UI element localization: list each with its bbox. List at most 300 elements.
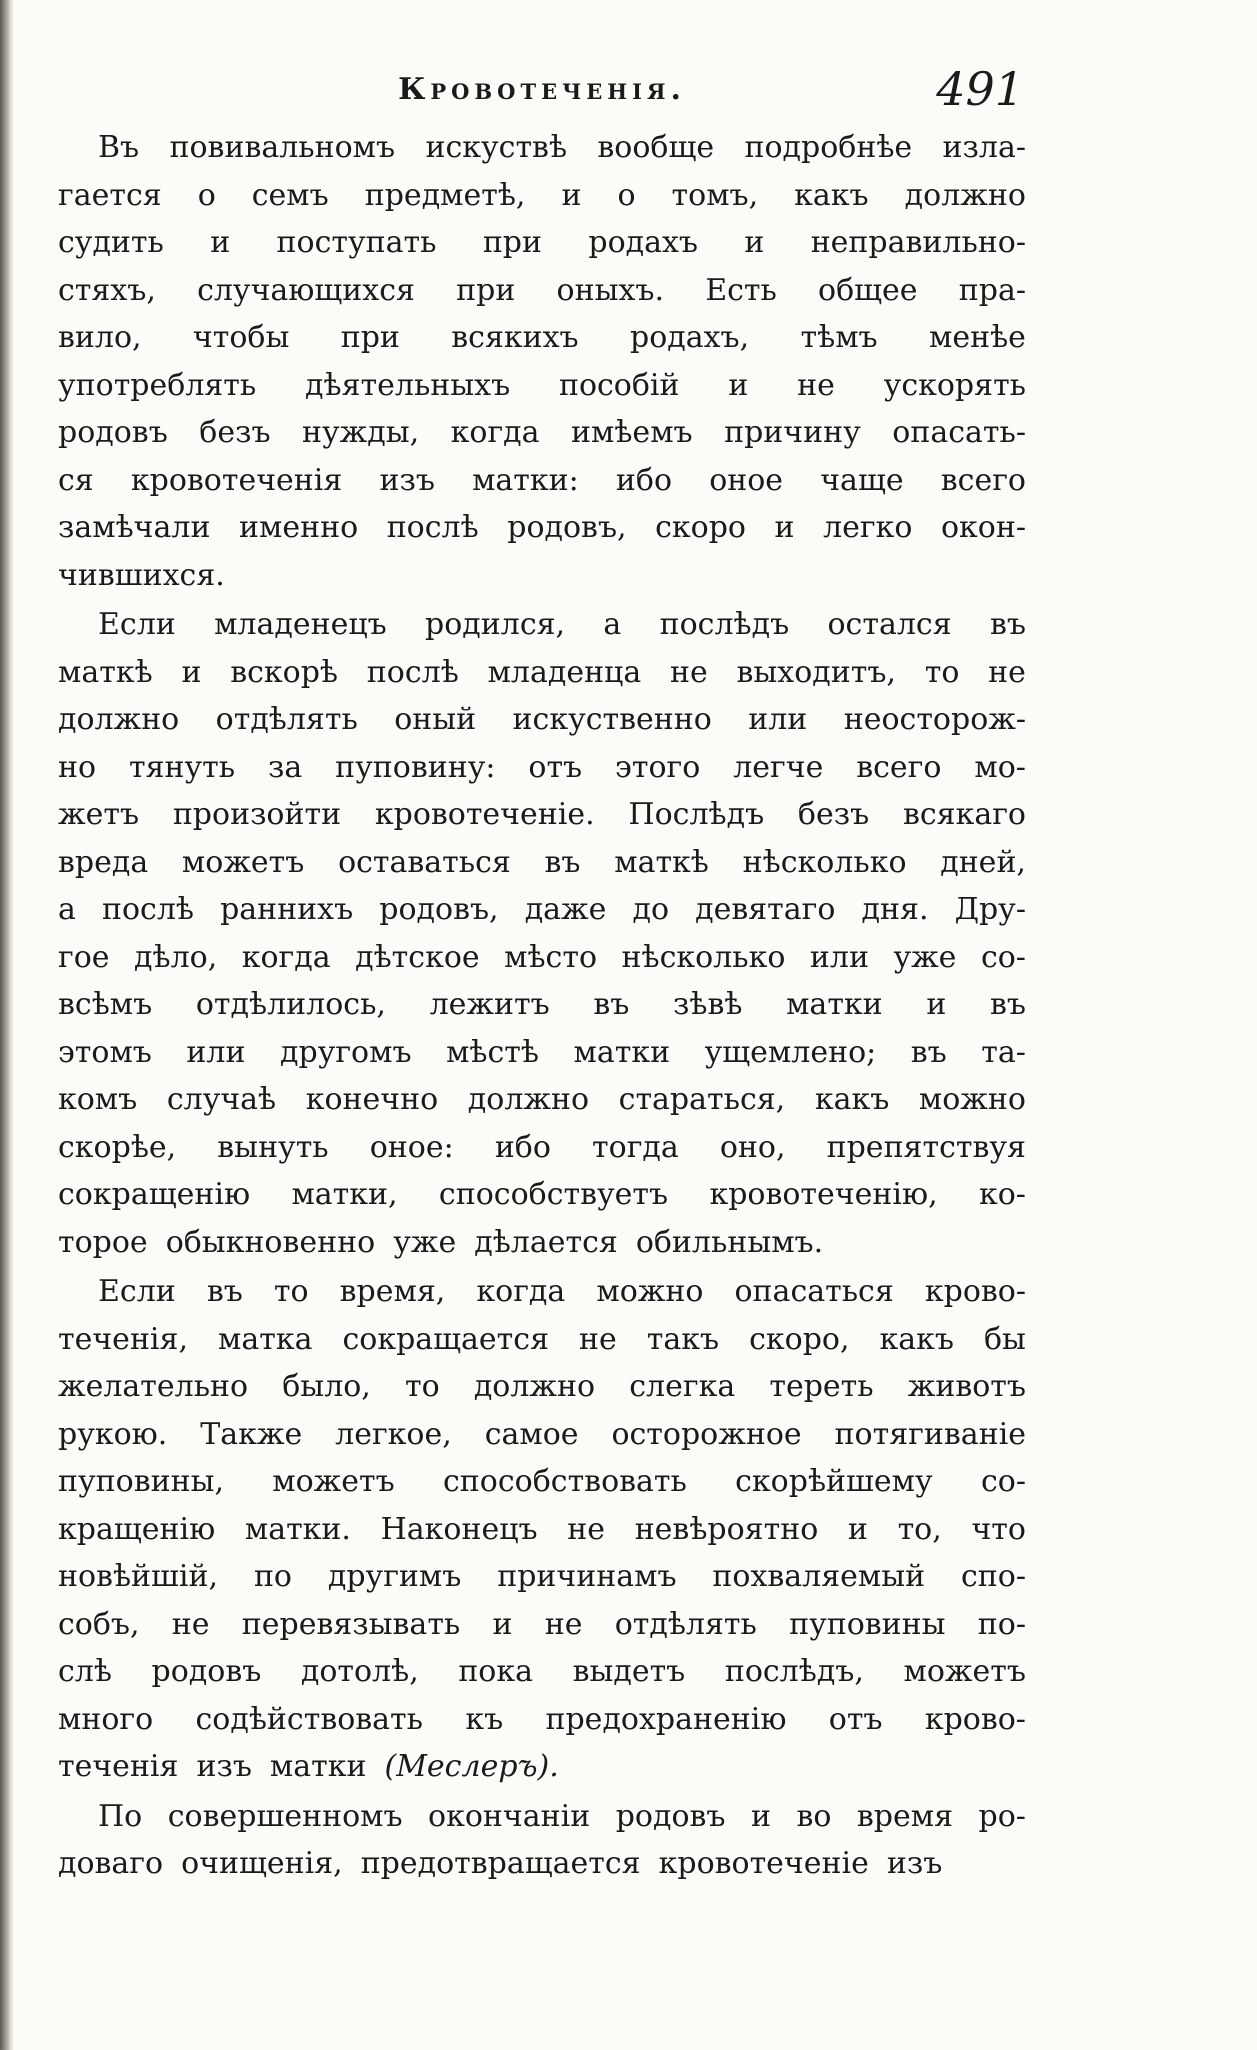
word: скорѣе, — [58, 1129, 177, 1165]
word: Если — [98, 607, 176, 642]
word: отъ — [528, 749, 583, 785]
word: девятаго — [695, 892, 836, 927]
word: всѣмъ — [58, 987, 153, 1022]
word: общее — [818, 272, 918, 308]
word: и — [847, 1511, 868, 1547]
word: къ — [465, 1701, 504, 1737]
word: сокращенію — [58, 1177, 251, 1212]
word: неправильно- — [810, 225, 1026, 260]
word: за — [267, 749, 303, 785]
text-line — [58, 601, 1026, 649]
word: младенецъ — [214, 607, 387, 642]
word: маткѣ — [614, 844, 709, 880]
word: вреда — [58, 844, 149, 880]
word: дней, — [940, 844, 1026, 880]
word: можно — [596, 1274, 704, 1309]
word: комъ — [58, 1082, 138, 1117]
word: не — [544, 1606, 583, 1642]
word: перевязывать — [241, 1606, 461, 1642]
word: пуповины, — [58, 1464, 224, 1499]
word: повивальномъ — [169, 130, 396, 165]
word: другомъ — [280, 1034, 412, 1070]
word: легкое, — [335, 1416, 452, 1452]
word: и — [728, 367, 749, 403]
word: выходитъ, — [736, 654, 896, 690]
word: или — [809, 939, 869, 975]
word: и — [774, 510, 795, 545]
word: всякихъ — [451, 320, 579, 355]
text-line — [58, 1506, 1026, 1554]
word: изла- — [942, 130, 1026, 165]
word: похваляемый — [712, 1559, 926, 1594]
word: животъ — [907, 1369, 1026, 1404]
word: со- — [980, 939, 1026, 975]
word: послѣ — [101, 892, 194, 927]
word: кровотеченіе — [658, 1846, 869, 1881]
word: ся — [58, 462, 94, 498]
word: легко — [823, 510, 913, 545]
word: въ — [593, 987, 630, 1022]
word: и — [181, 654, 202, 690]
word: уже — [393, 1224, 457, 1260]
text-line — [58, 1316, 1026, 1364]
word: опасаться — [734, 1274, 894, 1309]
word: стараться, — [618, 1082, 786, 1117]
word: время, — [339, 1274, 446, 1309]
word: то, — [897, 1511, 942, 1547]
word: когда — [476, 1274, 566, 1309]
word: матки. — [244, 1511, 351, 1547]
word: но — [58, 749, 97, 785]
word: во — [796, 1798, 832, 1834]
word: родовъ — [615, 1798, 726, 1834]
word: было, — [282, 1369, 371, 1404]
text-line — [58, 934, 1026, 982]
word: нѣсколько — [621, 939, 786, 975]
text-line — [58, 172, 1026, 220]
word: до — [632, 892, 670, 927]
word: не — [670, 654, 708, 690]
word: родовъ, — [379, 892, 499, 927]
word: бы — [984, 1321, 1026, 1357]
word: и — [210, 225, 231, 260]
running-title: Кровотеченія. — [398, 72, 686, 107]
word: изъ — [379, 462, 435, 498]
word: вынуть — [217, 1129, 329, 1165]
word: кращенію — [58, 1511, 216, 1547]
word: младенца — [487, 654, 642, 690]
word: вскорѣ — [230, 654, 339, 690]
word: отъ — [828, 1701, 883, 1737]
word: родовъ, — [507, 510, 627, 545]
text-body — [58, 124, 1026, 1888]
word: въ — [989, 607, 1026, 642]
word: окон- — [940, 510, 1026, 545]
text-line — [58, 981, 1026, 1029]
word: тянуть — [128, 749, 236, 785]
word: нѣсколько — [742, 844, 907, 880]
word: мѣстѣ — [446, 1034, 539, 1070]
text-line — [58, 791, 1026, 839]
word: невѣроятно — [634, 1511, 819, 1547]
word: совершенномъ — [167, 1798, 403, 1834]
word: при — [482, 225, 543, 260]
word: дѣятельныхъ — [305, 367, 511, 403]
text-line — [58, 839, 1026, 887]
page-number: 491 — [936, 62, 1024, 116]
word: то — [924, 654, 960, 690]
text-line — [58, 1029, 1026, 1077]
word: Есть — [705, 272, 777, 308]
word: гается — [58, 177, 162, 213]
word: окончаніи — [428, 1798, 591, 1834]
word: дѣлается — [474, 1224, 618, 1260]
word: рукою. — [58, 1416, 168, 1452]
word: уже — [893, 939, 957, 975]
word: другимъ — [327, 1559, 462, 1594]
running-head — [58, 60, 1026, 124]
book-binding-edge — [0, 0, 14, 2050]
text-line — [58, 267, 1026, 315]
word: искуственно — [512, 702, 712, 737]
word: легче — [733, 749, 824, 785]
word: то — [405, 1369, 440, 1404]
word: въ — [206, 1274, 243, 1309]
word: ро- — [978, 1798, 1026, 1834]
word: чившихся. — [58, 557, 225, 593]
word: Также — [200, 1416, 303, 1452]
word: не — [567, 1511, 606, 1547]
word: такъ — [646, 1321, 720, 1357]
text-line — [58, 1743, 1026, 1791]
word: и — [561, 177, 582, 213]
word: зѣвѣ — [673, 987, 743, 1022]
word: по — [253, 1559, 292, 1594]
word: По — [98, 1798, 143, 1834]
word: очищенія, — [181, 1846, 343, 1881]
text-line — [58, 362, 1026, 410]
word: матки: — [472, 462, 579, 498]
word: въ — [989, 987, 1026, 1022]
word: пуповину: — [335, 749, 496, 785]
word: дѣло, — [134, 939, 218, 975]
word: какъ — [814, 1082, 890, 1117]
text-line — [58, 552, 1026, 600]
word: менѣе — [929, 320, 1026, 355]
word: вило, — [58, 320, 142, 355]
word: скоро — [655, 510, 746, 545]
word: обильнымъ. — [635, 1224, 824, 1260]
word: много — [58, 1701, 154, 1737]
word: матки — [573, 1034, 671, 1070]
word: тереть — [769, 1369, 874, 1404]
text-line — [58, 1696, 1026, 1744]
text-line — [58, 457, 1026, 505]
word: желательно — [58, 1369, 249, 1404]
word: послѣ — [366, 654, 459, 690]
word: и — [744, 225, 765, 260]
word: дѣтское — [355, 939, 480, 975]
word: замѣчали — [58, 510, 211, 545]
word: нужды, — [302, 415, 420, 450]
word: теченія — [58, 1749, 179, 1784]
word: тѣмъ — [800, 320, 878, 355]
word: можетъ — [272, 1464, 395, 1499]
word: спо- — [961, 1559, 1026, 1594]
word: всего — [940, 462, 1026, 498]
word: ко- — [979, 1177, 1026, 1212]
text-line — [58, 314, 1026, 362]
word: изъ — [196, 1749, 252, 1784]
word: кровотеченія — [130, 462, 343, 498]
word: поступать — [276, 225, 437, 260]
word: теченія, — [58, 1321, 188, 1357]
word: оный — [394, 702, 477, 737]
text-line — [58, 1601, 1026, 1649]
word: этомъ — [58, 1034, 152, 1070]
word: въ — [544, 844, 581, 880]
word: стяхъ, — [58, 272, 156, 308]
word: ускорять — [883, 367, 1026, 403]
word: всего — [856, 749, 942, 785]
text-line — [58, 504, 1026, 552]
word: самое — [484, 1416, 579, 1452]
word: конечно — [305, 1082, 439, 1117]
word: томъ, — [671, 177, 759, 213]
word: оное — [709, 462, 784, 498]
text-line — [58, 1171, 1026, 1219]
word: та- — [981, 1034, 1026, 1070]
word: можетъ — [903, 1654, 1026, 1689]
text-line — [58, 1076, 1026, 1124]
text-line — [58, 1363, 1026, 1411]
word: причину — [724, 415, 861, 450]
word: дня. — [861, 892, 929, 927]
word: препятствуя — [826, 1129, 1026, 1165]
word: безъ — [797, 797, 870, 832]
word: раннихъ — [220, 892, 354, 927]
word: осторожное — [611, 1416, 802, 1452]
word: скоро, — [749, 1321, 850, 1357]
text-line — [58, 1840, 1026, 1888]
text-line — [58, 1793, 1026, 1841]
word: неосторож- — [843, 702, 1026, 737]
word: отдѣлилось, — [195, 987, 386, 1022]
word: и — [750, 1798, 771, 1834]
word: судить — [58, 225, 164, 260]
paragraph — [58, 601, 1026, 1266]
text-line — [58, 1648, 1026, 1696]
word: кровотеченіе. — [374, 797, 595, 832]
word: отдѣлять — [215, 702, 358, 737]
word: что — [971, 1511, 1026, 1547]
word: искуствѣ — [425, 130, 568, 165]
word: изъ — [886, 1846, 943, 1881]
word: Въ — [98, 130, 140, 165]
word: матки — [269, 1749, 367, 1784]
word: и — [926, 987, 947, 1022]
word: случающихся — [197, 272, 415, 308]
word: обыкновенно — [165, 1224, 376, 1260]
word: родился, — [425, 607, 566, 642]
text-line — [58, 1458, 1026, 1506]
word: тогда — [592, 1129, 679, 1165]
word: (Меслеръ). — [384, 1749, 559, 1784]
word: произойти — [172, 797, 342, 832]
text-line — [58, 1268, 1026, 1316]
word: маткѣ — [58, 654, 153, 690]
text-line — [58, 1124, 1026, 1172]
word: пока — [458, 1654, 534, 1689]
word: родахъ — [588, 225, 698, 260]
word: а — [58, 892, 76, 927]
text-line — [58, 886, 1026, 934]
word: крово- — [924, 1701, 1026, 1737]
book-page — [58, 60, 1026, 2020]
word: подробнѣе — [744, 130, 913, 165]
word: пуповины — [789, 1606, 946, 1642]
word: чаще — [820, 462, 904, 498]
word: способствуетъ — [438, 1177, 669, 1212]
word: или — [748, 702, 808, 737]
word: всякаго — [902, 797, 1026, 832]
word: пособій — [558, 367, 680, 403]
word: не — [579, 1321, 617, 1357]
word: когда — [241, 939, 331, 975]
text-line — [58, 409, 1026, 457]
word: матка — [218, 1321, 313, 1357]
word: какъ — [879, 1321, 954, 1357]
word: предохраненію — [545, 1701, 787, 1737]
word: Если — [98, 1274, 176, 1309]
word: дотолѣ, — [300, 1654, 419, 1689]
word: можно — [918, 1082, 1026, 1117]
word: торое — [58, 1224, 148, 1260]
word: жетъ — [58, 797, 140, 832]
word: потягиваніе — [834, 1416, 1026, 1452]
word: скорѣйшему — [735, 1464, 933, 1499]
word: въ — [910, 1034, 947, 1070]
word: содѣйствовать — [195, 1701, 423, 1737]
text-line — [58, 1219, 1026, 1267]
word: родахъ, — [630, 320, 750, 355]
word: гое — [58, 939, 110, 975]
word: оное: — [369, 1129, 454, 1165]
word: оныхъ. — [556, 272, 665, 308]
word: мѣсто — [504, 939, 598, 975]
word: собъ, — [58, 1606, 140, 1642]
word: предметѣ, — [364, 177, 526, 213]
word: должно — [58, 702, 180, 737]
paragraph — [58, 1793, 1026, 1888]
word: оно, — [719, 1129, 786, 1165]
word: причинамъ — [497, 1559, 677, 1594]
word: пра- — [958, 272, 1026, 308]
word: матки — [786, 987, 883, 1022]
word: родовъ — [58, 415, 168, 450]
word: оставаться — [338, 844, 511, 880]
word: или — [186, 1034, 246, 1070]
word: имѣемъ — [571, 415, 693, 450]
word: слѣ — [58, 1654, 112, 1689]
word: о — [197, 177, 216, 213]
word: а — [603, 607, 622, 642]
text-line — [58, 649, 1026, 697]
text-line — [58, 696, 1026, 744]
word: послѣдъ — [659, 607, 790, 642]
word: слегка — [629, 1369, 736, 1404]
text-line — [58, 744, 1026, 792]
word: остался — [827, 607, 952, 642]
word: чтобы — [192, 320, 290, 355]
word: послѣдъ, — [724, 1654, 864, 1689]
word: безъ — [199, 415, 271, 450]
word: Послѣдъ — [628, 797, 765, 832]
word: выдетъ — [572, 1654, 686, 1689]
paragraph — [58, 124, 1026, 599]
word: то — [273, 1274, 309, 1309]
word: способствовать — [443, 1464, 687, 1499]
word: о — [617, 177, 636, 213]
word: и — [492, 1606, 513, 1642]
word: со- — [980, 1464, 1026, 1499]
word: Наконецъ — [380, 1511, 538, 1547]
word: послѣ — [386, 510, 479, 545]
word: должно — [467, 1082, 590, 1117]
word: родовъ — [151, 1654, 262, 1689]
text-line — [58, 124, 1026, 172]
word: не — [988, 654, 1026, 690]
word: при — [456, 272, 516, 308]
word: предотвращается — [360, 1846, 641, 1881]
word: время — [856, 1798, 954, 1834]
word: случаѣ — [166, 1082, 277, 1117]
word: вообще — [597, 130, 715, 165]
word: кровотеченію, — [709, 1177, 938, 1212]
word: какъ — [794, 177, 869, 213]
word: употреблять — [58, 367, 257, 403]
text-line — [58, 219, 1026, 267]
word: когда — [450, 415, 540, 450]
word: ущемлено; — [704, 1034, 877, 1070]
word: должно — [473, 1369, 596, 1404]
word: сокращается — [342, 1321, 550, 1357]
word: по- — [977, 1606, 1026, 1642]
word: этого — [615, 749, 701, 785]
word: ибо — [494, 1129, 551, 1165]
word: опасать- — [892, 415, 1026, 450]
word: лежитъ — [429, 987, 550, 1022]
word: семъ — [251, 177, 329, 213]
text-line — [58, 1411, 1026, 1459]
word: мо- — [974, 749, 1026, 785]
word: крово- — [924, 1274, 1026, 1309]
word: отдѣлять — [614, 1606, 757, 1642]
word: новѣйшій, — [58, 1559, 219, 1594]
word: доваго — [58, 1846, 164, 1881]
word: должно — [904, 177, 1026, 213]
word: можетъ — [181, 844, 305, 880]
word: именно — [239, 510, 359, 545]
word: ибо — [615, 462, 673, 498]
word: при — [340, 320, 400, 355]
word: матки, — [291, 1177, 398, 1212]
word: не — [797, 367, 835, 403]
paragraph — [58, 1268, 1026, 1791]
word: Дру- — [954, 892, 1026, 927]
text-line — [58, 1553, 1026, 1601]
word: даже — [524, 892, 607, 927]
